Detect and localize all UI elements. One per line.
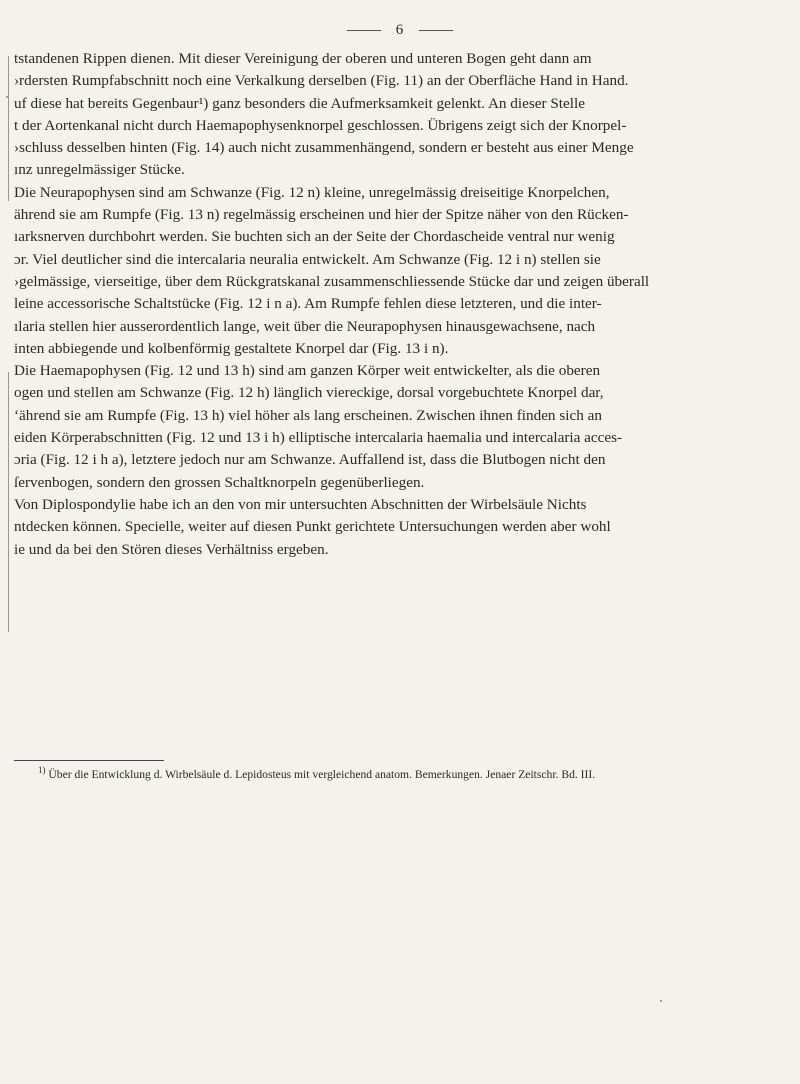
header-dash-right — [419, 30, 453, 31]
text-line: ntdecken können. Specielle, weiter auf diesen Punkt gerichtete Untersuchungen werden aber wohl — [14, 518, 611, 536]
speck — [6, 96, 8, 98]
text-line: ›schluss desselben hinten (Fig. 14) auch nicht zusammenhängend, sondern er besteht aus einer Menge — [14, 139, 634, 157]
gutter-edge — [8, 56, 9, 201]
text-line: ie und da bei den Stören dieses Verhältniss ergeben. — [14, 540, 329, 558]
text-line: ‘ährend sie am Rumpfe (Fig. 13 h) viel höher als lang erscheinen. Zwischen ihnen finden sich an — [14, 406, 602, 424]
page-number: 6 — [395, 22, 405, 38]
text-line: t der Aortenkanal nicht durch Haemapophysenknorpel geschlossen. Übrigens zeigt sich der Knorpel- — [14, 116, 627, 134]
text-line: ſervenbogen, sondern den grossen Schaltknorpeln gegenüberliegen. — [14, 473, 425, 491]
text-line: ›gelmässige, vierseitige, über dem Rückgratskanal zusammenschliessende Stücke dar und zeigen überall — [14, 272, 650, 290]
text-line: ınz unregelmässiger Stücke. — [14, 161, 185, 179]
text-line: inten abbiegende und kolbenförmig gestaltete Knorpel dar (Fig. 13 i n). — [14, 339, 449, 357]
text-line: ıarksnerven durchbohrt werden. Sie buchten sich an der Seite der Chordascheide ventral nur wenig — [14, 228, 615, 246]
text-line: ɔr. Viel deutlicher sind die intercalaria neuralia entwickelt. Am Schwanze (Fig. 12 i n) stellen sie — [14, 250, 601, 268]
footnote — [38, 765, 798, 781]
text-line: Von Diplospondylie habe ich an den von mir untersuchten Abschnitten der Wirbelsäule Nichts — [14, 495, 587, 513]
body-text — [14, 48, 800, 561]
text-line: ogen und stellen am Schwanze (Fig. 12 h) länglich viereckige, dorsal vorgebuchtete Knorpel dar, — [14, 384, 604, 402]
text-line: ährend sie am Rumpfe (Fig. 13 n) regelmässig erscheinen und hier der Spitze näher von den Rücken- — [14, 206, 629, 224]
text-line: ›rdersten Rumpfabschnitt noch eine Verkalkung derselben (Fig. 11) an der Oberfläche Hand in Hand. — [14, 72, 629, 90]
gutter-edge — [8, 372, 9, 632]
text-line: Die Haemapophysen (Fig. 12 und 13 h) sind am ganzen Körper weit entwickelter, als die oberen — [14, 362, 601, 380]
text-line: uf diese hat bereits Gegenbaur¹) ganz besonders die Aufmerksamkeit gelenkt. An dieser Stelle — [14, 94, 585, 112]
speck — [660, 1000, 662, 1002]
header-dash-left — [347, 30, 381, 31]
footnote-text: Über die Entwicklung d. Wirbelsäule d. Lepidosteus mit vergleichend anatom. Bemerkungen. Jenaer Zeitschr. Bd. III. — [48, 767, 596, 781]
page-header — [0, 22, 800, 39]
text-line: ılaria stellen hier ausserordentlich lange, weit über die Neurapophysen hinausgewachsene, nach — [14, 317, 596, 335]
text-line: Die Neurapophysen sind am Schwanze (Fig. 12 n) kleine, unregelmässig dreiseitige Knorpelchen, — [14, 183, 610, 201]
text-line: tstandenen Rippen dienen. Mit dieser Vereinigung der oberen und unteren Bogen geht dann am — [14, 50, 592, 67]
text-line: ɔria (Fig. 12 i h a), letztere jedoch nur am Schwanze. Auffallend ist, dass die Blutbogen nicht den — [14, 451, 606, 469]
footnote-rule — [14, 760, 164, 761]
footnote-mark: 1) — [38, 765, 46, 775]
text-line: leine accessorische Schaltstücke (Fig. 12 i n a). Am Rumpfe fehlen diese letzteren, und die inter- — [14, 295, 602, 313]
text-line: eiden Körperabschnitten (Fig. 12 und 13 i h) elliptische intercalaria haemalia und intercalaria acces- — [14, 429, 623, 447]
